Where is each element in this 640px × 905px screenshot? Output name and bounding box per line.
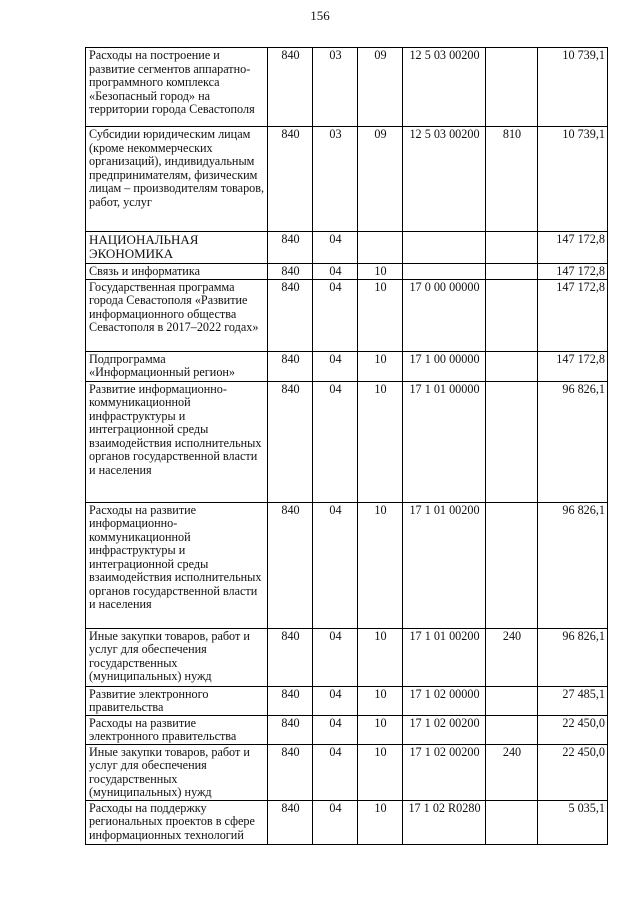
cell-sum: 22 450,0 [538,744,608,800]
cell-sum: 147 172,8 [538,279,608,351]
cell-rz: 04 [313,715,358,744]
cell-ved: 840 [268,686,313,715]
cell-csr: 17 1 02 00000 [403,686,486,715]
cell-pr: 09 [358,48,403,127]
cell-rz: 03 [313,48,358,127]
cell-csr [403,232,486,264]
cell-sum: 147 172,8 [538,232,608,264]
table-row [86,381,608,502]
cell-rz: 04 [313,351,358,381]
cell-pr: 10 [358,502,403,628]
cell-sum: 96 826,1 [538,628,608,686]
cell-vr [486,381,538,502]
cell-pr: 10 [358,744,403,800]
cell-csr: 12 5 03 00200 [403,48,486,127]
cell-pr: 10 [358,800,403,844]
table-row [86,800,608,844]
cell-vr [486,279,538,351]
cell-sum: 96 826,1 [538,381,608,502]
cell-csr: 17 1 02 R0280 [403,800,486,844]
cell-sum: 5 035,1 [538,800,608,844]
cell-ved: 840 [268,381,313,502]
cell-vr [486,800,538,844]
budget-table [85,47,608,845]
cell-pr: 09 [358,127,403,232]
cell-sum: 147 172,8 [538,351,608,381]
cell-name: Государственная программа города Севастополя «Развитие информационного общества Севастополя в 2017–2022 годах» [86,279,268,351]
cell-rz: 03 [313,127,358,232]
cell-ved: 840 [268,744,313,800]
cell-ved: 840 [268,279,313,351]
table-body [86,48,608,845]
cell-name: Связь и информатика [86,264,268,280]
cell-vr [486,351,538,381]
page-number: 156 [310,8,330,23]
cell-csr: 17 1 02 00200 [403,744,486,800]
cell-csr: 17 1 01 00200 [403,502,486,628]
cell-pr: 10 [358,279,403,351]
cell-name: Подпрограмма «Информационный регион» [86,351,268,381]
cell-csr: 17 1 00 00000 [403,351,486,381]
cell-vr: 240 [486,744,538,800]
table-row [86,232,608,264]
cell-csr: 17 1 02 00200 [403,715,486,744]
table-row [86,715,608,744]
cell-name: Расходы на поддержку региональных проектов в сфере информационных технологий [86,800,268,844]
table-row [86,48,608,127]
cell-ved: 840 [268,715,313,744]
cell-sum: 147 172,8 [538,264,608,280]
cell-vr: 240 [486,628,538,686]
cell-ved: 840 [268,48,313,127]
cell-pr: 10 [358,628,403,686]
cell-csr: 17 0 00 00000 [403,279,486,351]
cell-rz: 04 [313,381,358,502]
table-row [86,264,608,280]
cell-rz: 04 [313,628,358,686]
cell-name: Расходы на развитие электронного правительства [86,715,268,744]
cell-ved: 840 [268,502,313,628]
cell-csr: 17 1 01 00200 [403,628,486,686]
cell-rz: 04 [313,264,358,280]
cell-ved: 840 [268,628,313,686]
cell-vr [486,48,538,127]
cell-vr [486,715,538,744]
cell-pr: 10 [358,264,403,280]
table-row [86,686,608,715]
cell-pr: 10 [358,351,403,381]
cell-csr: 12 5 03 00200 [403,127,486,232]
cell-pr: 10 [358,686,403,715]
cell-ved: 840 [268,800,313,844]
cell-pr: 10 [358,381,403,502]
table-row [86,502,608,628]
table-row [86,351,608,381]
table-row [86,279,608,351]
cell-vr: 810 [486,127,538,232]
cell-ved: 840 [268,351,313,381]
cell-rz: 04 [313,686,358,715]
cell-sum: 96 826,1 [538,502,608,628]
cell-csr: 17 1 01 00000 [403,381,486,502]
cell-sum: 10 739,1 [538,48,608,127]
cell-name: Расходы на развитие информационно-коммуникационной инфраструктуры и интеграционной среды взаимодействия исполнительных органов государственной власти и населения [86,502,268,628]
cell-vr [486,232,538,264]
cell-name: Развитие электронного правительства [86,686,268,715]
cell-name: Иные закупки товаров, работ и услуг для обеспечения государственных (муниципальных) нужд [86,744,268,800]
cell-rz: 04 [313,279,358,351]
table-row [86,628,608,686]
cell-pr [358,232,403,264]
cell-name: Субсидии юридическим лицам (кроме некоммерческих организаций), индивидуальным предпринимателям, физическим лицам – производителям товаров, работ, услуг [86,127,268,232]
cell-rz: 04 [313,800,358,844]
cell-sum: 27 485,1 [538,686,608,715]
cell-name: Иные закупки товаров, работ и услуг для обеспечения государственных (муниципальных) нужд [86,628,268,686]
cell-vr [486,264,538,280]
table-row [86,127,608,232]
cell-name: Развитие информационно-коммуникационной инфраструктуры и интеграционной среды взаимодействия исполнительных органов государственной власти и населения [86,381,268,502]
cell-sum: 22 450,0 [538,715,608,744]
cell-vr [486,686,538,715]
cell-ved: 840 [268,264,313,280]
cell-sum: 10 739,1 [538,127,608,232]
cell-name: НАЦИОНАЛЬНАЯ ЭКОНОМИКА [86,232,268,264]
cell-rz: 04 [313,744,358,800]
cell-rz: 04 [313,502,358,628]
cell-vr [486,502,538,628]
cell-ved: 840 [268,232,313,264]
cell-csr [403,264,486,280]
cell-name: Расходы на построение и развитие сегментов аппаратно-программного комплекса «Безопасный город» на территории города Севастополя [86,48,268,127]
cell-ved: 840 [268,127,313,232]
cell-pr: 10 [358,715,403,744]
cell-rz: 04 [313,232,358,264]
table-row [86,744,608,800]
